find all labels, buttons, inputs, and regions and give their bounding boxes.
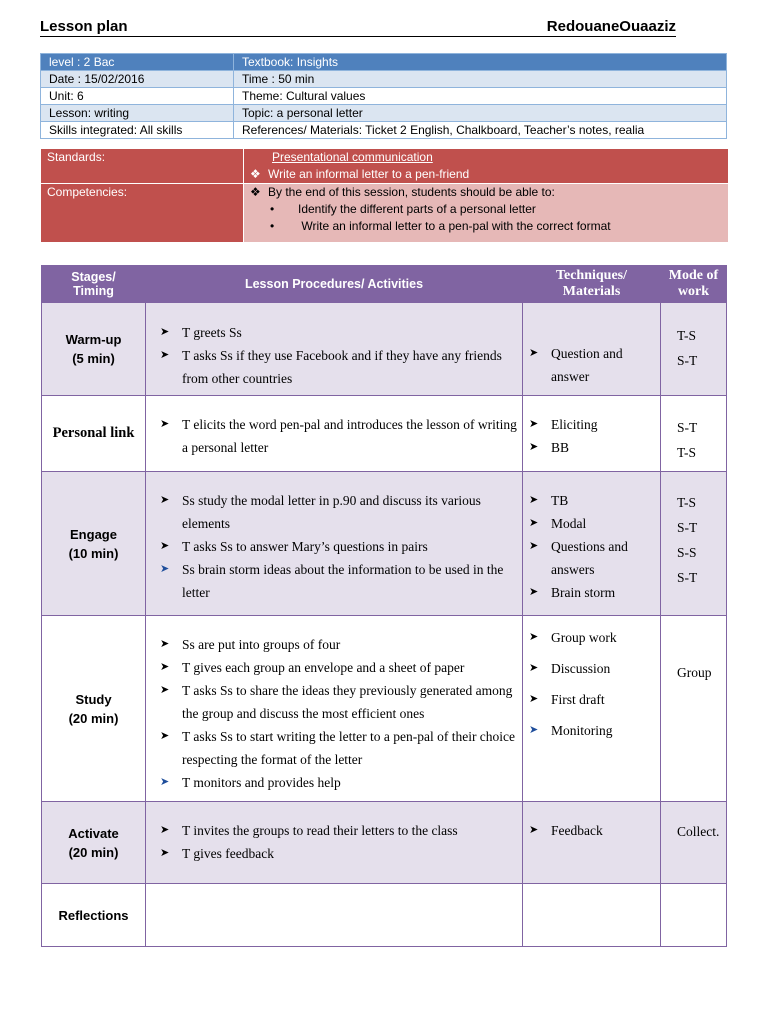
technique-list: [523, 489, 660, 604]
mode-text: Collect.: [677, 824, 720, 839]
stage-label: Engage: [70, 526, 117, 542]
technique-list: [523, 413, 660, 459]
procedure-text: T asks Ss if they use Facebook and if they have any friends from other countries: [182, 348, 502, 386]
info-unit: Unit: 6: [41, 88, 234, 105]
technique-item: [523, 657, 660, 680]
mode-cell: [661, 472, 727, 616]
technique-text: TB: [551, 493, 569, 508]
procedure-item: [146, 535, 522, 558]
info-references: References/ Materials: Ticket 2 English, Chalkboard, Teacher’s notes, realia: [234, 122, 727, 139]
arrow-bullet-icon: ➤: [529, 693, 539, 705]
competencies-intro-line: [244, 184, 728, 201]
procedures-cell: [146, 884, 523, 947]
technique-text: Monitoring: [551, 723, 613, 738]
arrow-bullet-icon: ➤: [160, 847, 170, 859]
info-time: Time : 50 min: [234, 71, 727, 88]
procedure-item: [146, 321, 522, 344]
technique-item: [523, 626, 660, 649]
stage-label: (5 min): [72, 351, 115, 366]
techniques-cell: [523, 616, 661, 802]
technique-item: [523, 413, 660, 436]
standards-table: [40, 148, 729, 243]
competency-item: [244, 218, 728, 235]
mode-text: Group: [677, 665, 712, 680]
author-name: RedouaneOuaaziz: [546, 18, 676, 35]
info-textbook: Textbook: Insights: [234, 54, 727, 71]
procedure-text: T gives feedback: [182, 846, 274, 861]
procedure-item: [146, 489, 522, 535]
arrow-bullet-icon: ➤: [160, 494, 170, 506]
procedure-list: [146, 413, 522, 459]
procedure-item: [146, 725, 522, 771]
arrow-bullet-icon: ➤: [160, 349, 170, 361]
competencies-content: [244, 184, 729, 243]
procedure-item: [146, 633, 522, 656]
stage-cell: [42, 396, 146, 472]
competencies-row: [41, 184, 729, 243]
arrow-bullet-icon: ➤: [529, 824, 539, 836]
procedure-text: Ss are put into groups of four: [182, 637, 341, 652]
mode-text: T-S: [677, 495, 697, 510]
technique-item: [523, 581, 660, 604]
procedures-body: [42, 303, 727, 947]
mode-cell: [661, 884, 727, 947]
arrow-bullet-icon: ➤: [160, 824, 170, 836]
standards-label: Standards:: [41, 149, 244, 184]
procedure-list: [146, 489, 522, 604]
technique-item: [523, 489, 660, 512]
technique-item: [523, 436, 660, 459]
procedure-text: Ss brain storm ideas about the information to be used in the letter: [182, 562, 504, 600]
technique-text: Questions and answers: [551, 539, 628, 577]
mode-cell: [661, 303, 727, 396]
procedure-text: T greets Ss: [182, 325, 242, 340]
stage-label: Personal link: [52, 425, 135, 441]
info-topic: Topic: a personal letter: [234, 105, 727, 122]
mode-text: T-S: [677, 445, 697, 460]
info-row: [41, 122, 727, 139]
mode-cell: [661, 396, 727, 472]
mode-text: S-T: [677, 520, 698, 535]
diamond-bullet-icon: ❖: [250, 185, 261, 199]
procedure-text: T elicits the word pen-pal and introduces the lesson of writing a personal letter: [182, 417, 517, 455]
table-row: [42, 802, 727, 884]
header-mode: Mode of work: [661, 266, 727, 303]
arrow-bullet-icon: ➤: [529, 662, 539, 674]
standards-item: [244, 166, 728, 183]
procedures-cell: [146, 303, 523, 396]
procedure-text: T asks Ss to share the ideas they previously generated among the group and discuss the most efficient ones: [182, 683, 513, 721]
technique-item: [523, 512, 660, 535]
stage-label: (10 min): [68, 545, 119, 561]
bullet-dot-icon: •: [270, 202, 275, 216]
table-row: [42, 396, 727, 472]
mode-text: S-S: [677, 545, 697, 560]
stage-cell: [42, 884, 146, 947]
competencies-label: Competencies:: [41, 184, 244, 243]
technique-text: First draft: [551, 692, 605, 707]
procedure-list: [146, 633, 522, 794]
arrow-bullet-icon: ➤: [160, 661, 170, 673]
techniques-cell: [523, 802, 661, 884]
technique-list: [523, 819, 660, 842]
document-header: [40, 18, 676, 37]
technique-text: Eliciting: [551, 417, 598, 432]
mode-text: S-T: [677, 570, 698, 585]
competency-item: [244, 201, 728, 218]
procedures-cell: [146, 802, 523, 884]
technique-list: [523, 626, 660, 742]
table-row: [42, 303, 727, 396]
standards-item-text: Write an informal letter to a pen-friend: [268, 167, 470, 181]
arrow-bullet-icon: ➤: [160, 730, 170, 742]
info-row: [41, 54, 727, 71]
mode-cell: [661, 616, 727, 802]
procedure-item: [146, 344, 522, 390]
info-date: Date : 15/02/2016: [41, 71, 234, 88]
procedure-item: [146, 679, 522, 725]
technique-list: [523, 342, 660, 388]
diamond-bullet-icon: ❖: [250, 167, 261, 181]
procedures-cell: [146, 472, 523, 616]
competency-text: Write an informal letter to a pen-pal with the correct format: [298, 219, 611, 233]
procedure-text: T asks Ss to answer Mary’s questions in pairs: [182, 539, 428, 554]
technique-text: Question and answer: [551, 346, 623, 384]
technique-item: [523, 342, 660, 388]
procedures-header-row: [42, 266, 727, 303]
procedures-cell: [146, 396, 523, 472]
mode-cell: [661, 802, 727, 884]
info-row: [41, 71, 727, 88]
stage-cell: [42, 472, 146, 616]
arrow-bullet-icon: ➤: [529, 724, 539, 736]
arrow-bullet-icon: ➤: [160, 638, 170, 650]
stage-label: Study: [75, 691, 112, 707]
procedure-text: T gives each group an envelope and a sheet of paper: [182, 660, 465, 675]
arrow-bullet-icon: ➤: [529, 441, 539, 453]
competencies-intro: By the end of this session, students should be able to:: [268, 185, 555, 199]
mode-text: S-T: [677, 353, 698, 368]
arrow-bullet-icon: ➤: [160, 776, 170, 788]
standards-content: [244, 149, 729, 184]
procedure-item: [146, 558, 522, 604]
arrow-bullet-icon: ➤: [529, 540, 539, 552]
procedure-item: [146, 819, 522, 842]
info-row: [41, 88, 727, 105]
info-theme: Theme: Cultural values: [234, 88, 727, 105]
techniques-cell: [523, 303, 661, 396]
arrow-bullet-icon: ➤: [529, 494, 539, 506]
stage-label: Activate: [68, 825, 119, 841]
technique-item: [523, 535, 660, 581]
procedure-text: T monitors and provides help: [182, 775, 341, 790]
stage-cell: [42, 616, 146, 802]
header-procedures: Lesson Procedures/ Activities: [146, 266, 523, 303]
technique-item: [523, 719, 660, 742]
procedure-item: [146, 842, 522, 865]
standards-row: [41, 149, 729, 184]
technique-text: Group work: [551, 630, 617, 645]
arrow-bullet-icon: ➤: [160, 684, 170, 696]
technique-text: Modal: [551, 516, 587, 531]
procedure-list: [146, 819, 522, 865]
technique-item: [523, 819, 660, 842]
procedure-text: T invites the groups to read their letters to the class: [182, 823, 458, 838]
arrow-bullet-icon: ➤: [529, 586, 539, 598]
stage-label: Warm-up: [65, 332, 122, 347]
techniques-cell: [523, 884, 661, 947]
procedure-list: [146, 321, 522, 390]
bullet-dot-icon: •: [270, 219, 275, 233]
techniques-cell: [523, 396, 661, 472]
arrow-bullet-icon: ➤: [529, 347, 539, 359]
info-lesson: Lesson: writing: [41, 105, 234, 122]
arrow-bullet-icon: ➤: [529, 631, 539, 643]
stage-label: (20 min): [68, 844, 119, 860]
arrow-bullet-icon: ➤: [529, 517, 539, 529]
table-row: [42, 616, 727, 802]
technique-text: Brain storm: [551, 585, 616, 600]
table-row: [42, 884, 727, 947]
standards-heading: Presentational communication: [272, 150, 433, 164]
competency-text: Identify the different parts of a personal letter: [298, 202, 536, 216]
stage-cell: [42, 303, 146, 396]
mode-text: T-S: [677, 328, 697, 343]
procedure-item: [146, 413, 522, 459]
technique-item: [523, 688, 660, 711]
technique-text: Feedback: [551, 823, 603, 838]
stage-cell: [42, 802, 146, 884]
technique-text: BB: [551, 440, 570, 455]
procedures-table: [41, 265, 727, 947]
procedure-item: [146, 771, 522, 794]
technique-text: Discussion: [551, 661, 611, 676]
header-stages: Stages/ Timing: [42, 266, 146, 303]
info-level: level : 2 Bac: [41, 54, 234, 71]
stage-label: (20 min): [68, 710, 119, 726]
procedures-cell: [146, 616, 523, 802]
header-techniques: Techniques/ Materials: [523, 266, 661, 303]
doc-title: Lesson plan: [40, 18, 128, 35]
table-row: [42, 472, 727, 616]
mode-text: S-T: [677, 420, 698, 435]
arrow-bullet-icon: ➤: [160, 326, 170, 338]
info-skills: Skills integrated: All skills: [41, 122, 234, 139]
procedure-text: T asks Ss to start writing the letter to a pen-pal of their choice respecting the format of the letter: [182, 729, 516, 767]
arrow-bullet-icon: ➤: [529, 418, 539, 430]
arrow-bullet-icon: ➤: [160, 563, 170, 575]
procedure-item: [146, 656, 522, 679]
stage-label: Reflections: [58, 907, 129, 923]
procedure-text: Ss study the modal letter in p.90 and discuss its various elements: [182, 493, 481, 531]
info-row: [41, 105, 727, 122]
arrow-bullet-icon: ➤: [160, 418, 170, 430]
techniques-cell: [523, 472, 661, 616]
lesson-info-table: [40, 53, 727, 139]
arrow-bullet-icon: ➤: [160, 540, 170, 552]
